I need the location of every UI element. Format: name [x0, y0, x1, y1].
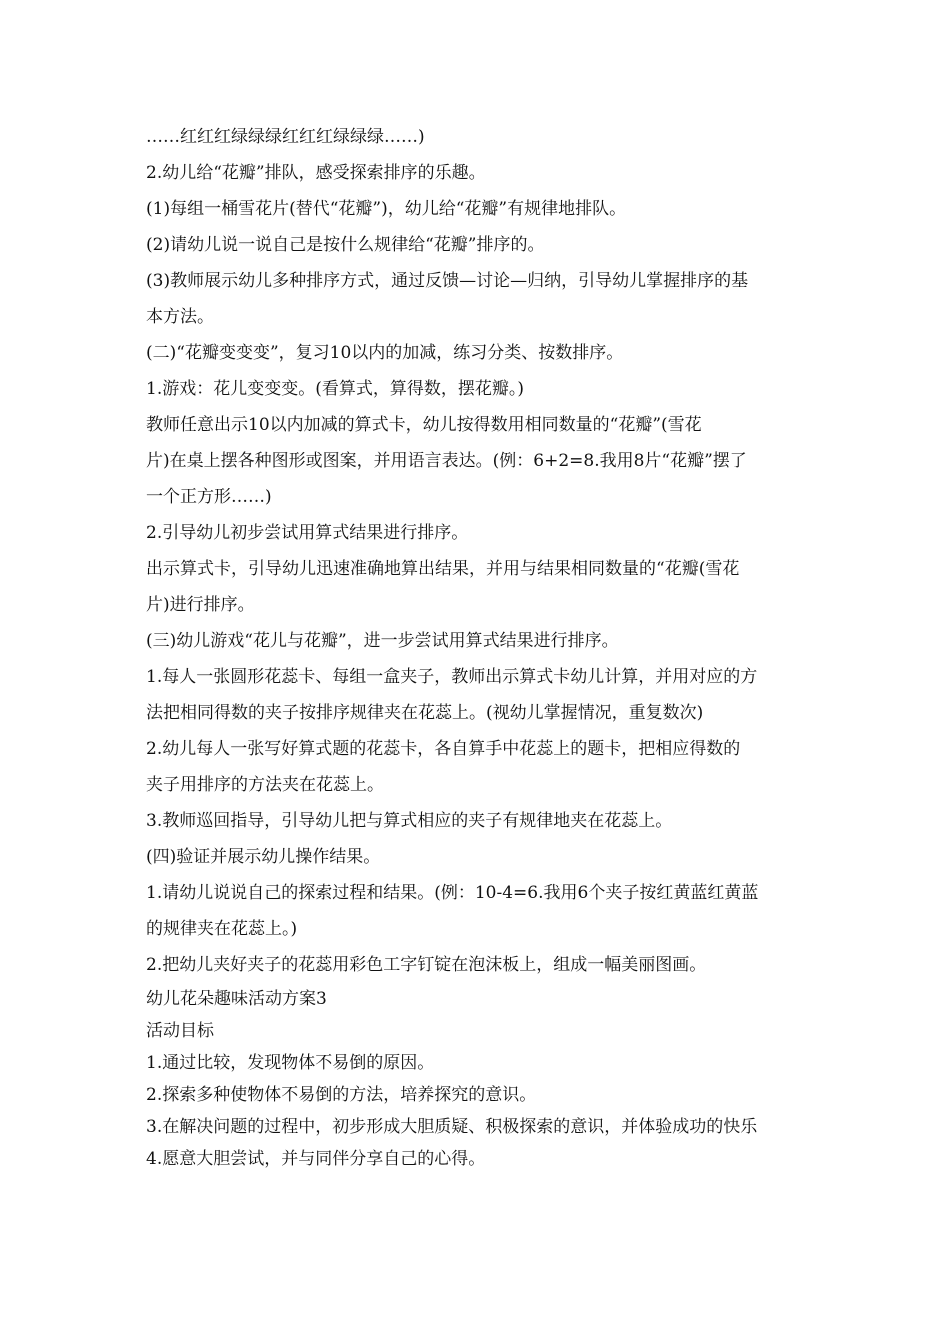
text-line-20: 3.教师巡回指导，引导幼儿把与算式相应的夹子有规律地夹在花蕊上。	[146, 811, 673, 831]
text-line-8: 1.游戏：花儿变变变。(看算式，算得数，摆花瓣。)	[146, 379, 524, 399]
text-line-9: 教师任意出示10以内加减的算式卡，幼儿按得数用相同数量的“花瓣”(雪花	[146, 415, 702, 435]
text-line-4: (2)请幼儿说一说自己是按什么规律给“花瓣”排序的。	[146, 235, 545, 255]
text-line-10: 片)在桌上摆各种图形或图案，并用语言表达。(例：6+2=8.我用8片“花瓣”摆了	[146, 451, 747, 471]
activity-goals-heading: 活动目标	[146, 1021, 214, 1041]
text-line-13: 出示算式卡，引导幼儿迅速准确地算出结果，并用与结果相同数量的“花瓣(雪花	[146, 559, 740, 579]
section-heading-2: (二)“花瓣变变变”，复习10以内的加减，练习分类、按数排序。	[146, 343, 624, 363]
text-line-16: 1.每人一张圆形花蕊卡、每组一盒夹子，教师出示算式卡幼儿计算，并用对应的方	[146, 667, 758, 687]
text-line-24: 2.把幼儿夹好夹子的花蕊用彩色工字钉锭在泡沫板上，组成一幅美丽图画。	[146, 955, 707, 975]
text-line-3: (1)每组一桶雪花片(替代“花瓣”)，幼儿给“花瓣”有规律地排队。	[146, 199, 627, 219]
goal-item-3: 3.在解决问题的过程中，初步形成大胆质疑、积极探索的意识，并体验成功的快乐	[146, 1117, 758, 1137]
goal-item-4: 4.愿意大胆尝试，并与同伴分享自己的心得。	[146, 1149, 486, 1169]
goal-item-2: 2.探索多种使物体不易倒的方法，培养探究的意识。	[146, 1085, 537, 1105]
text-line-6: 本方法。	[146, 307, 214, 327]
text-line-11: 一个正方形……)	[146, 487, 272, 507]
plan-title: 幼儿花朵趣味活动方案3	[146, 989, 327, 1009]
text-line-17: 法把相同得数的夹子按排序规律夹在花蕊上。(视幼儿掌握情况，重复数次)	[146, 703, 704, 723]
section-heading-4: (四)验证并展示幼儿操作结果。	[146, 847, 381, 867]
text-line-19: 夹子用排序的方法夹在花蕊上。	[146, 775, 384, 795]
text-line-12: 2.引导幼儿初步尝试用算式结果进行排序。	[146, 523, 469, 543]
text-line-18: 2.幼儿每人一张写好算式题的花蕊卡，各自算手中花蕊上的题卡，把相应得数的	[146, 739, 741, 759]
text-line-23: 的规律夹在花蕊上。)	[146, 919, 298, 939]
text-line-5: (3)教师展示幼儿多种排序方式，通过反馈—讨论—归纳，引导幼儿掌握排序的基	[146, 271, 749, 291]
section-heading-3: (三)幼儿游戏“花儿与花瓣”，进一步尝试用算式结果进行排序。	[146, 631, 619, 651]
document-body	[146, 119, 808, 1175]
text-line-14: 片)进行排序。	[146, 595, 255, 615]
goal-item-1: 1.通过比较，发现物体不易倒的原因。	[146, 1053, 435, 1073]
text-line-22: 1.请幼儿说说自己的探索过程和结果。(例：10-4=6.我用6个夹子按红黄蓝红黄蓝	[146, 883, 759, 903]
text-line-2: 2.幼儿给“花瓣”排队，感受探索排序的乐趣。	[146, 163, 486, 183]
text-line-1: ……红红红绿绿绿红红红绿绿绿……)	[146, 127, 425, 147]
